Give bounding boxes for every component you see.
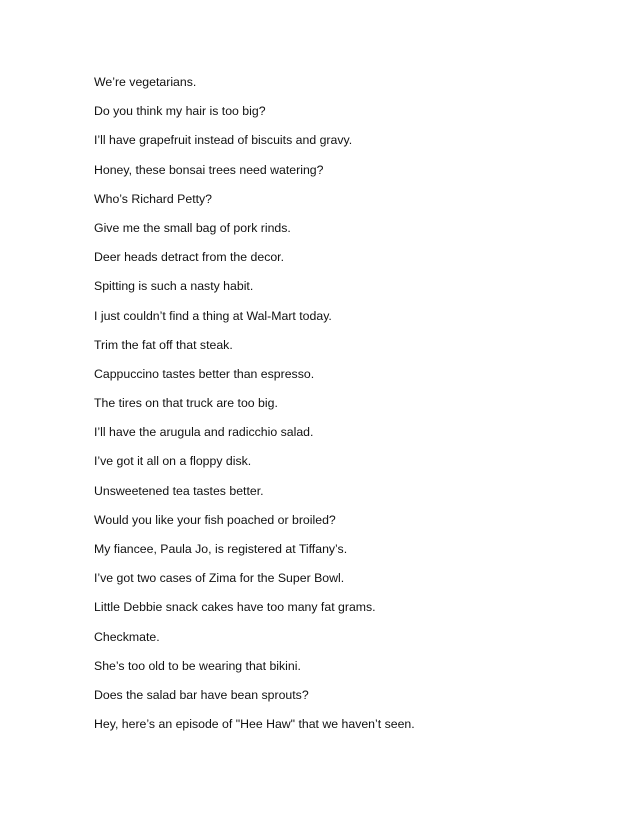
document-line: Checkmate.	[94, 629, 160, 644]
document-line: Hey, here’s an episode of "Hee Haw" that we haven’t seen.	[94, 717, 415, 732]
document-line: Deer heads detract from the decor.	[94, 250, 285, 265]
document-line: I just couldn’t find a thing at Wal-Mart today.	[94, 308, 332, 323]
document-line: We’re vegetarians.	[94, 75, 197, 89]
document-line: She’s too old to be wearing that bikini.	[94, 658, 301, 673]
document-line: Who’s Richard Petty?	[94, 191, 213, 206]
document-line: Would you like your fish poached or broiled?	[94, 512, 336, 527]
document-lines	[94, 72, 594, 743]
document-line: I’ll have the arugula and radicchio salad.	[94, 425, 314, 440]
document-line: I’ve got it all on a floppy disk.	[94, 454, 252, 469]
document-line: I’ll have grapefruit instead of biscuits and gravy.	[94, 133, 353, 148]
document-line: Little Debbie snack cakes have too many fat grams.	[94, 600, 376, 615]
document-line: Honey, these bonsai trees need watering?	[94, 162, 324, 177]
document-line: Do you think my hair is too big?	[94, 104, 266, 119]
document-line: Does the salad bar have bean sprouts?	[94, 687, 309, 702]
document-line: Cappuccino tastes better than espresso.	[94, 366, 315, 381]
document-line: Spitting is such a nasty habit.	[94, 279, 254, 294]
document-line: The tires on that truck are too big.	[94, 396, 278, 411]
document-line: Trim the fat off that steak.	[94, 337, 233, 352]
document-line: I’ve got two cases of Zima for the Super Bowl.	[94, 571, 345, 586]
document-line: Unsweetened tea tastes better.	[94, 483, 264, 498]
document-line: Give me the small bag of pork rinds.	[94, 220, 291, 235]
document-line: My fiancee, Paula Jo, is registered at Tiffany’s.	[94, 542, 348, 556]
